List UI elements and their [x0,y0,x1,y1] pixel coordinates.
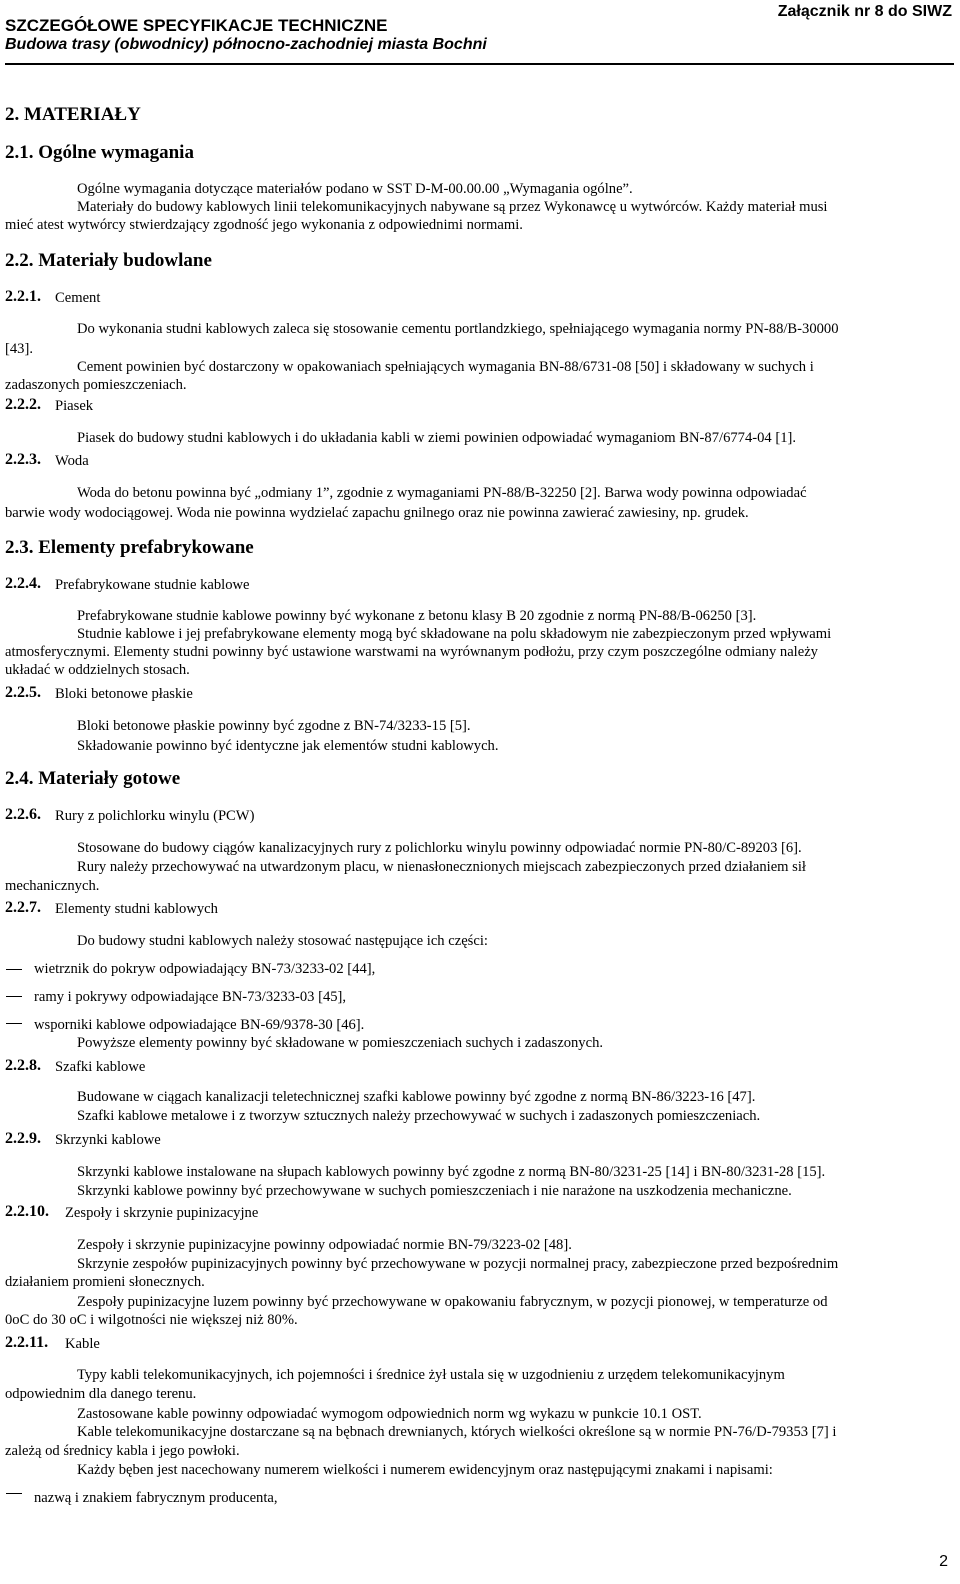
paragraph-line: Szafki kablowe metalowe i z tworzyw sztucznych należy przechowywać w suchych i zadaszonych pomieszczeniach. [77,1108,761,1124]
paragraph-line: mechanicznych. [5,878,100,894]
paragraph-line: zależą od średnicy kabla i jego powłoki. [5,1443,240,1459]
paragraph-line: Powyższe elementy powinny być składowane w pomieszczeniach suchych i zadaszonych. [77,1035,604,1051]
subsection-heading: 2.1. Ogólne wymagania [5,142,194,163]
paragraph-line: Rury należy przechowywać na utwardzonym placu, w nienasłonecznionych miejscach zabezpieczonych przed działaniem sił [77,859,806,875]
paragraph-line: Woda do betonu powinna być „odmiany 1”, zgodnie z wymaganiami PN-88/B-32250 [2]. Barwa wody powinna odpowiadać [77,485,807,501]
paragraph-line: 0oC do 30 oC i wilgotności nie większej niż 80%. [5,1312,298,1328]
item-number: 2.2.7. [5,899,41,916]
paragraph-line: Typy kabli telekomunikacyjnych, ich pojemności i średnice żył ustala się w uzgodnieniu z urzędem telekomunikacyjnym [77,1367,785,1383]
paragraph-line: Do budowy studni kablowych należy stosować następujące ich części: [77,933,488,949]
item-number: 2.2.4. [5,575,41,592]
paragraph-line: układać w oddzielnych stosach. [5,662,190,678]
list-item: wsporniki kablowe odpowiadające BN-69/9378-30 [46]. [34,1017,365,1033]
list-dash [6,1493,22,1494]
paragraph-line: mieć atest wytwórcy stwierdzający zgodność jego wykonania z odpowiednimi normami. [5,217,523,233]
paragraph-line: [43]. [5,341,33,357]
item-title: Woda [55,453,89,469]
item-number: 2.2.10. [5,1203,49,1220]
paragraph-line: Zastosowane kable powinny odpowiadać wymogom odpowiednich norm wg wykazu w punkcie 10.1 OST. [77,1406,702,1422]
paragraph-line: Piasek do budowy studni kablowych i do układania kabli w ziemi powinien odpowiadać wymaganiom BN-87/6774-04 [1]. [77,430,797,446]
paragraph-line: działaniem promieni słonecznych. [5,1274,205,1290]
page-number: 2 [939,1553,948,1570]
paragraph-line: Każdy bęben jest nacechowany numerem wielkości i numerem ewidencyjnym oraz następującymi znakami i napisami: [77,1462,773,1478]
paragraph-line: Skrzynie zespołów pupinizacyjnych powinny być przechowywane w pozycji normalnej pracy, zabezpieczone przed bezpośrednim [77,1256,839,1272]
paragraph-line: Zespoły i skrzynie pupinizacyjne powinny odpowiadać normie BN-79/3223-02 [48]. [77,1237,572,1253]
list-dash [6,996,22,997]
item-title: Prefabrykowane studnie kablowe [55,577,250,593]
paragraph-line: Skrzynki kablowe instalowane na słupach kablowych powinny być zgodne z normą BN-80/3231-25 [14] i BN-80/3231-28 [15]. [77,1164,826,1180]
subsection-heading: 2.3. Elementy prefabrykowane [5,537,254,558]
item-number: 2.2.2. [5,396,41,413]
list-dash [6,1023,22,1024]
paragraph-line: Stosowane do budowy ciągów kanalizacyjnych rury z polichlorku winylu powinny odpowiadać normie PN-80/C-89203 [6]. [77,840,802,856]
list-item: ramy i pokrywy odpowiadające BN-73/3233-03 [45], [34,989,347,1005]
list-dash [6,969,22,970]
section-heading: 2. MATERIAŁY [5,104,141,125]
item-number: 2.2.1. [5,288,41,305]
paragraph-line: Składowanie powinno być identyczne jak elementów studni kablowych. [77,738,499,754]
paragraph-line: barwie wody wodociągowej. Woda nie powinna wydzielać zapachu gnilnego oraz nie powinna zawierać zawiesiny, np. grudek. [5,505,749,521]
paragraph-line: Ogólne wymagania dotyczące materiałów podano w SST D-M-00.00.00 „Wymagania ogólne”. [77,181,633,197]
paragraph-line: Bloki betonowe płaskie powinny być zgodne z BN-74/3233-15 [5]. [77,718,471,734]
paragraph-line: odpowiednim dla danego terenu. [5,1386,197,1402]
subsection-heading: 2.4. Materiały gotowe [5,768,181,789]
item-title: Elementy studni kablowych [55,901,218,917]
paragraph-line: Skrzynki kablowe powinny być przechowywane w suchych pomieszczeniach i nie narażone na uszkodzenia mechaniczne. [77,1183,792,1199]
item-number: 2.2.11. [5,1334,49,1351]
paragraph-line: Kable telekomunikacyjne dostarczane są na bębnach drewnianych, których wielkości określone są w normie PN-76/D-79353 [7] i [77,1424,837,1440]
item-title: Kable [65,1336,100,1352]
paragraph-line: Budowane w ciągach kanalizacji teletechnicznej szafki kablowe powinny być zgodne z normą BN-86/3223-16 [47]. [77,1089,756,1105]
subsection-heading: 2.2. Materiały budowlane [5,250,212,271]
attachment-label: Załącznik nr 8 do SIWZ [777,3,952,20]
item-title: Cement [55,290,101,306]
document-title: SZCZEGÓŁOWE SPECYFIKACJE TECHNICZNE [5,16,388,35]
paragraph-line: Studnie kablowe i jej prefabrykowane elementy mogą być składowane na polu składowym nie zabezpieczonym przed wpływami [77,626,832,642]
document-subtitle: Budowa trasy (obwodnicy) północno-zachodniej miasta Bochni [5,36,487,53]
paragraph-line: Cement powinien być dostarczony w opakowaniach spełniających wymagania BN-88/6731-08 [50] i składowany w suchych i [77,359,814,375]
header-divider [5,63,954,65]
item-number: 2.2.6. [5,806,41,823]
list-item: nazwą i znakiem fabrycznym producenta, [34,1490,278,1506]
item-title: Skrzynki kablowe [55,1132,161,1148]
item-title: Piasek [55,398,94,414]
item-number: 2.2.3. [5,451,41,468]
item-number: 2.2.9. [5,1130,41,1147]
item-title: Zespoły i skrzynie pupinizacyjne [65,1205,259,1221]
list-item: wietrznik do pokryw odpowiadający BN-73/3233-02 [44], [34,961,376,977]
paragraph-line: Zespoły pupinizacyjne luzem powinny być przechowywane w opakowaniu fabrycznym, w pozycji pionowej, w temperaturze od [77,1294,828,1310]
item-title: Rury z polichlorku winylu (PCW) [55,808,255,824]
item-number: 2.2.8. [5,1057,41,1074]
paragraph-line: atmosferycznymi. Elementy studni powinny być ustawione warstwami na wyrównanym podłożu, przy czym poszczególne odmiany należy [5,644,818,660]
item-title: Bloki betonowe płaskie [55,686,193,702]
item-number: 2.2.5. [5,684,41,701]
paragraph-line: Do wykonania studni kablowych zaleca się stosowanie cementu portlandzkiego, spełniającego wymagania normy PN-88/B-30000 [77,321,839,337]
item-title: Szafki kablowe [55,1059,146,1075]
paragraph-line: Prefabrykowane studnie kablowe powinny być wykonane z betonu klasy B 20 zgodnie z normą PN-88/B-06250 [3]. [77,608,757,624]
paragraph-line: Materiały do budowy kablowych linii telekomunikacyjnych nabywane są przez Wykonawcę u wytwórców. Każdy materiał musi [77,199,828,215]
paragraph-line: zadaszonych pomieszczeniach. [5,377,187,393]
